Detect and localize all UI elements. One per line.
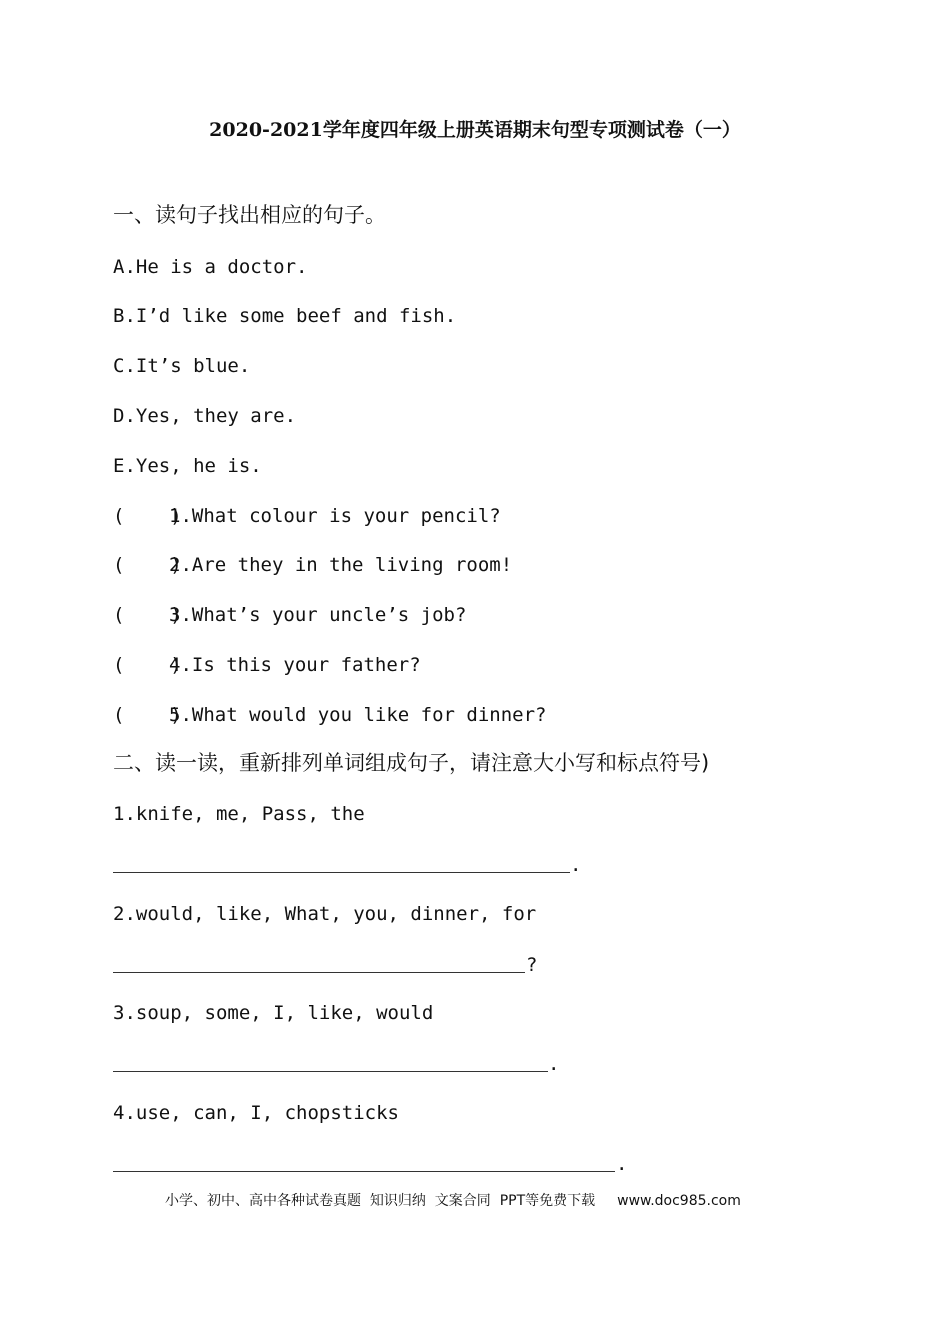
end-punctuation-4: . bbox=[616, 1153, 628, 1175]
page-title: 2020-2021学年度四年级上册英语期末句型专项测试卷（一） bbox=[209, 119, 741, 141]
section2-heading: 二、读一读，重新排列单词组成句子，请注意大小写和标点符号) bbox=[113, 751, 710, 775]
answer-paren[interactable]: ( ) bbox=[113, 654, 182, 676]
answer-paren[interactable]: ( ) bbox=[113, 704, 182, 726]
question-text: 1.What colour is your pencil? bbox=[169, 505, 501, 527]
footer-url[interactable]: www.doc985.com bbox=[617, 1193, 741, 1209]
answer-line-3[interactable] bbox=[113, 1071, 548, 1072]
question-1 bbox=[113, 504, 501, 528]
end-punctuation-3: . bbox=[548, 1053, 560, 1075]
question-3 bbox=[113, 603, 466, 627]
option-a: A.He is a doctor. bbox=[113, 256, 308, 278]
end-punctuation-2: ? bbox=[526, 954, 538, 976]
reorder-item-3: 3.soup, some, I, like, would bbox=[113, 1002, 434, 1024]
answer-paren[interactable]: ( ) bbox=[113, 554, 182, 576]
answer-paren[interactable]: ( ) bbox=[113, 604, 182, 626]
section1-heading: 一、读句子找出相应的句子。 bbox=[113, 203, 386, 227]
option-d: D.Yes, they are. bbox=[113, 405, 297, 427]
answer-line-1[interactable] bbox=[113, 872, 570, 873]
answer-paren[interactable]: ( ) bbox=[113, 505, 182, 527]
answer-line-2[interactable] bbox=[113, 972, 525, 973]
reorder-item-1: 1.knife, me, Pass, the bbox=[113, 803, 365, 825]
question-text: 5.What would you like for dinner? bbox=[169, 704, 547, 726]
question-text: 4.Is this your father? bbox=[169, 654, 421, 676]
answer-line-4[interactable] bbox=[113, 1171, 615, 1172]
reorder-item-4: 4.use, can, I, chopsticks bbox=[113, 1102, 399, 1124]
question-4 bbox=[113, 653, 421, 677]
question-2 bbox=[113, 553, 512, 577]
option-b: B.I’d like some beef and fish. bbox=[113, 305, 457, 327]
reorder-item-2: 2.would, like, What, you, dinner, for bbox=[113, 903, 537, 925]
option-e: E.Yes, he is. bbox=[113, 455, 262, 477]
option-c: C.It’s blue. bbox=[113, 355, 251, 377]
footer-text: 小学、初中、高中各种试卷真题 知识归纳 文案合同 PPT等免费下载 bbox=[165, 1193, 596, 1209]
question-5 bbox=[113, 703, 547, 727]
question-text: 3.What’s your uncle’s job? bbox=[169, 604, 467, 626]
end-punctuation-1: . bbox=[570, 854, 582, 876]
footer bbox=[165, 1190, 741, 1210]
question-text: 2.Are they in the living room! bbox=[169, 554, 513, 576]
